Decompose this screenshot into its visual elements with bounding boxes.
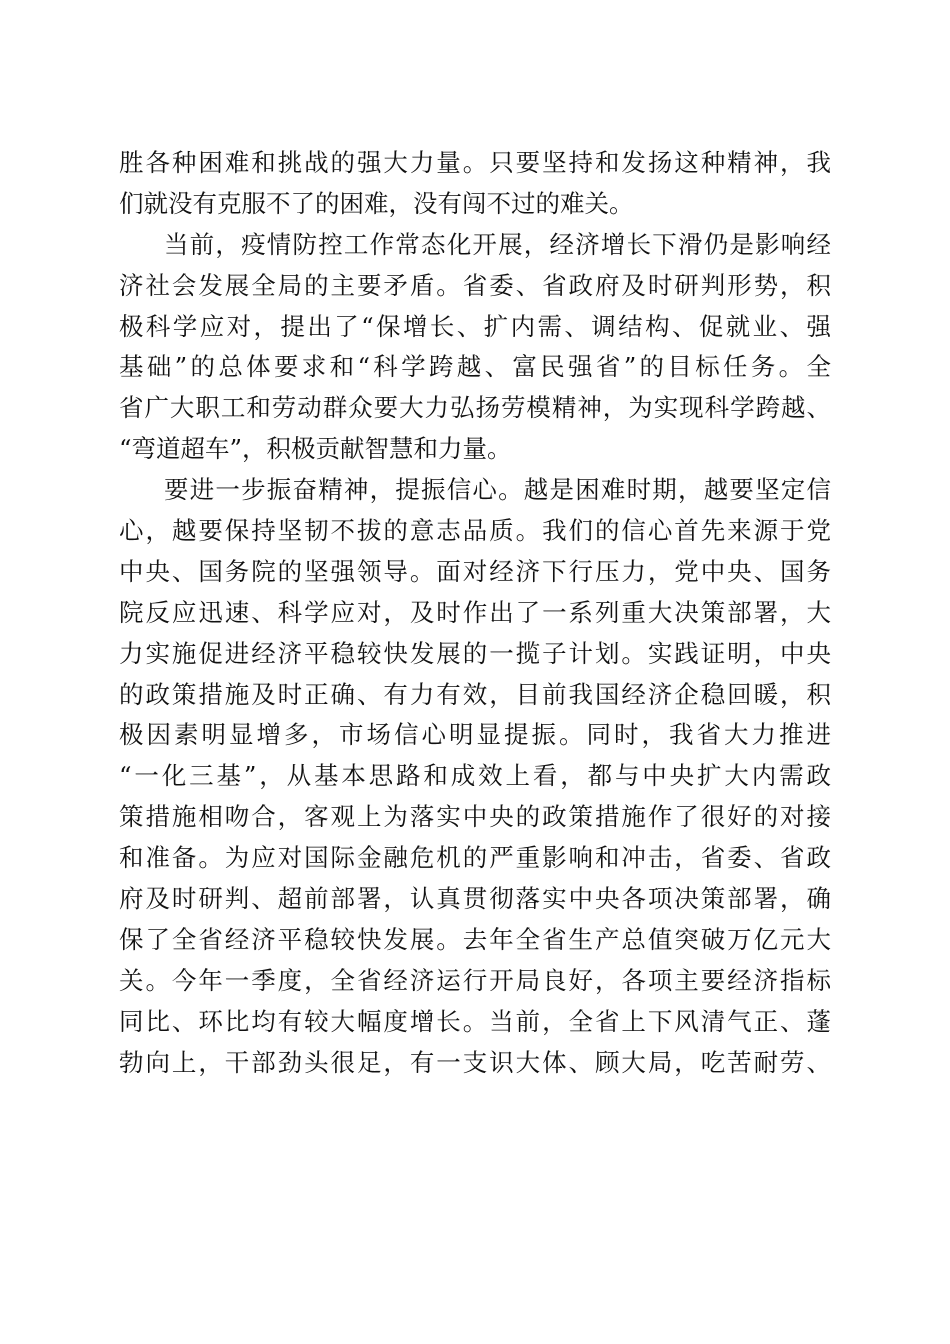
text-line: 策措施相吻合，客观上为落实中央的政策措施作了很好的对接 [119, 802, 831, 832]
text-line: 和准备。为应对国际金融危机的严重影响和冲击，省委、省政 [119, 843, 831, 873]
paragraph-first-line: 要进一步振奋精神，提振信心。越是困难时期，越要坚定信 [164, 475, 831, 505]
text-line: 基础”的总体要求和“科学跨越、富民强省”的目标任务。全 [119, 352, 831, 382]
paragraph-first-line: 当前，疫情防控工作常态化开展，经济增长下滑仍是影响经 [164, 229, 831, 259]
text-line: 们就没有克服不了的困难，没有闯不过的难关。 [119, 188, 634, 218]
text-line: 保了全省经济平稳较快发展。去年全省生产总值突破万亿元大 [119, 924, 831, 954]
text-line: “弯道超车”，积极贡献智慧和力量。 [119, 434, 512, 464]
text-line: 心，越要保持坚韧不拔的意志品质。我们的信心首先来源于党 [119, 516, 831, 546]
text-line: 胜各种困难和挑战的强大力量。只要坚持和发扬这种精神，我 [119, 148, 831, 177]
text-line: 府及时研判、超前部署，认真贯彻落实中央各项决策部署，确 [119, 884, 831, 914]
text-line: 中央、国务院的坚强领导。面对经济下行压力，党中央、国务 [119, 556, 831, 586]
text-line: 同比、环比均有较大幅度增长。当前，全省上下风清气正、蓬 [119, 1006, 831, 1036]
text-line: “一化三基”，从基本思路和成效上看，都与中央扩大内需政 [119, 761, 831, 791]
text-line: 院反应迅速、科学应对，及时作出了一系列重大决策部署，大 [119, 597, 831, 627]
text-line: 关。今年一季度，全省经济运行开局良好，各项主要经济指标 [119, 965, 831, 995]
body-text [119, 143, 831, 1083]
text-line: 勃向上，干部劲头很足，有一支识大体、顾大局，吃苦耐劳、 [119, 1047, 831, 1077]
text-line: 极科学应对，提出了“保增长、扩内需、调结构、促就业、强 [119, 311, 831, 341]
text-line: 省广大职工和劳动群众要大力弘扬劳模精神，为实现科学跨越、 [119, 393, 831, 423]
text-line: 极因素明显增多，市场信心明显提振。同时，我省大力推进 [119, 720, 831, 750]
text-line: 济社会发展全局的主要矛盾。省委、省政府及时研判形势，积 [119, 270, 831, 300]
text-line: 的政策措施及时正确、有力有效，目前我国经济企稳回暖，积 [119, 679, 831, 709]
text-line: 力实施促进经济平稳较快发展的一揽子计划。实践证明，中央 [119, 638, 831, 668]
